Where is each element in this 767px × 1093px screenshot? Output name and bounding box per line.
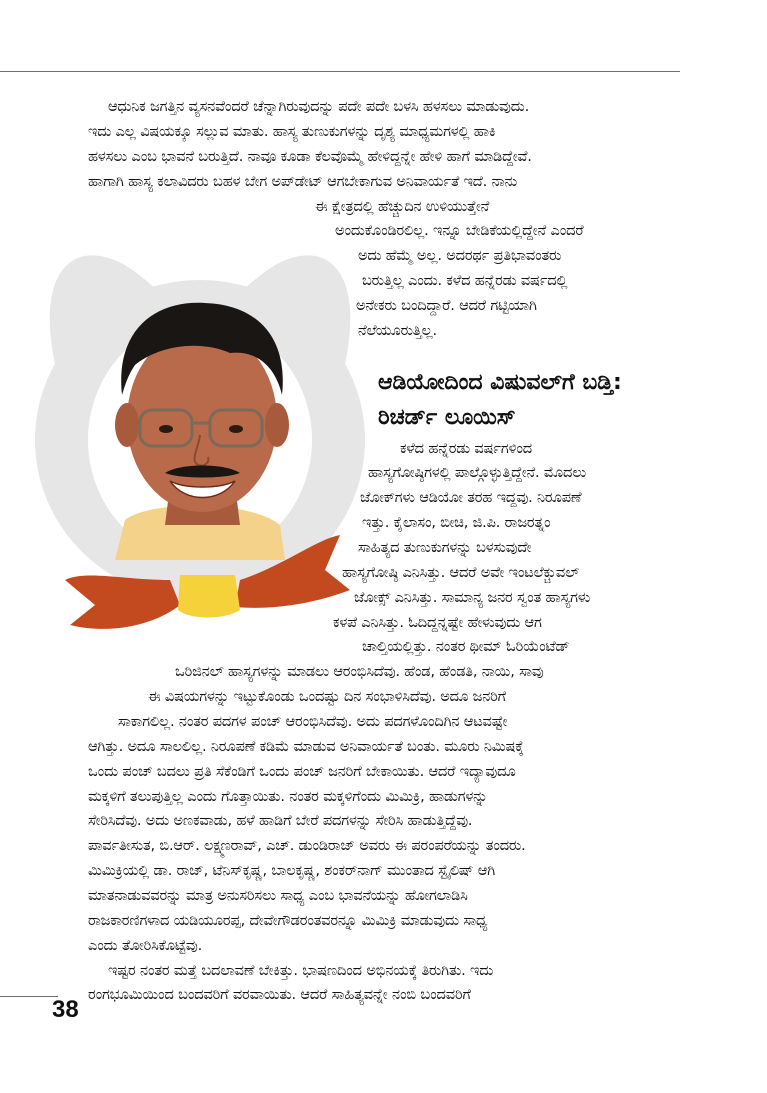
body-line-3: ಜೋಕ್‌ಗಳು ಆಡಿಯೋ ತರಹ ಇದ್ದವು. ನಿರೂಪಣೆ: [360, 489, 582, 506]
body-line-21: ಎಂದು ತೋರಿಸಿಕೊಟ್ಟೆವು.: [88, 937, 203, 954]
body-line-12: ಸಾಕಾಗಲಿಲ್ಲ. ನಂತರ ಪದಗಳ ಪಂಚ್ ಆರಂಭಿಸಿದೆವು. ಅದು ಪದಗಳೊಂದಿಗಿನ ಆಟವಷ್ಟೇ: [118, 713, 508, 730]
intro-line-10: ನೆಲೆಯೂರುತ್ತಿಲ್ಲ.: [358, 322, 437, 339]
body-line-1: ಕಳೆದ ಹನ್ನೆರಡು ವರ್ಷಗಳಿಂದ: [400, 440, 533, 457]
bottom-rule: [0, 996, 58, 997]
intro-line-5: ಈ ಕ್ಷೇತ್ರದಲ್ಲಿ ಹೆಚ್ಚುದಿನ ಉಳಿಯುತ್ತೇನೆ: [315, 198, 490, 215]
body-line-9: ಚಾಲ್ತಿಯಲ್ಲಿತ್ತು. ನಂತರ ಥೀಮ್ ಓರಿಯೆಂಟೆಡ್: [362, 638, 570, 655]
page-number: 38: [52, 996, 79, 1023]
body-line-23: ರಂಗಭೂಮಿಯಿಂದ ಬಂದವರಿಗೆ ವರವಾಯಿತು. ಆದರೆ ಸಾಹಿತ್ಯವನ್ನೇ ನಂಬಿ ಬಂದವರಿಗೆ: [88, 986, 471, 1003]
body-line-17: ಪಾರ್ವತೀಸುತ, ಬಿ.ಆರ್. ಲಕ್ಷ್ಮಣರಾವ್, ಎಚ್. ಡುಂಡಿರಾಜ್ ಅವರು ಈ ಪರಂಪರೆಯನ್ನು ತಂದರು.: [88, 837, 526, 854]
body-line-6: ಹಾಸ್ಯಗೋಷ್ಠಿ ಎನಿಸಿತ್ತು. ಆದರೆ ಅವೇ ಇಂಟಲೆಕ್ಚುವಲ್: [342, 564, 580, 581]
intro-line-4: ಹಾಗಾಗಿ ಹಾಸ್ಯ ಕಲಾವಿದರು ಬಹಳ ಬೇಗ ಅಪ್‌ಡೇಟ್ ಆಗಬೇಕಾಗುವ ಅನಿವಾರ್ಯತೆ ಇದೆ. ನಾನು: [88, 173, 518, 190]
body-line-14: ಒಂದು ಪಂಚ್ ಬದಲು ಪ್ರತಿ ಸೆಕೆಂಡಿಗೆ ಒಂದು ಪಂಚ್ ಜನರಿಗೆ ಬೇಕಾಯಿತು. ಆದರೆ ಇದ್ಯಾವುದೂ: [88, 763, 516, 780]
intro-line-6: ಅಂದುಕೊಂಡಿರಲಿಲ್ಲ. ಇನ್ನೂ ಬೇಡಿಕೆಯಲ್ಲಿದ್ದೇನೆ ಎಂದರೆ: [335, 222, 584, 239]
portrait-illustration: [30, 235, 370, 635]
section-heading-line-2: ರಿಚರ್ಡ್ ಲೂಯಿಸ್: [378, 405, 516, 430]
body-line-8: ಕಳಪೆ ಎನಿಸಿತ್ತು. ಓದಿದ್ದನ್ನಷ್ಟೇ ಹೇಳುವುದು ಆಗ: [333, 614, 542, 631]
body-line-19: ಮಾತನಾಡುವವರನ್ನು ಮಾತ್ರ ಅನುಸರಿಸಲು ಸಾಧ್ಯ ಎಂಬ ಭಾವನೆಯನ್ನು ಹೋಗಲಾಡಿಸಿ: [88, 887, 468, 904]
body-line-15: ಮಕ್ಕಳಿಗೆ ತಲುಪುತ್ತಿಲ್ಲ ಎಂದು ಗೊತ್ತಾಯಿತು. ನಂತರ ಮಕ್ಕಳಿಗೆಂದು ಮಿಮಿಕ್ರಿ, ಹಾಡುಗಳನ್ನು: [88, 788, 488, 805]
body-line-7: ಜೋಕ್ಸ್ ಎನಿಸಿತ್ತು. ಸಾಮಾನ್ಯ ಜನರ ಸ್ವಂತ ಹಾಸ್ಯಗಳು: [354, 589, 591, 606]
intro-line-2: ಇದು ಎಲ್ಲ ವಿಷಯಕ್ಕೂ ಸಲ್ಲುವ ಮಾತು. ಹಾಸ್ಯ ತುಣುಕುಗಳನ್ನು ದೃಶ್ಯ ಮಾಧ್ಯಮಗಳಲ್ಲಿ ಹಾಕಿ: [88, 123, 496, 140]
body-line-13: ಆಗಿತ್ತು. ಅದೂ ಸಾಲಲಿಲ್ಲ. ನಿರೂಪಣೆ ಕಡಿಮೆ ಮಾಡುವ ಅನಿವಾರ್ಯತೆ ಬಂತು. ಮೂರು ನಿಮಿಷಕ್ಕೆ: [88, 738, 524, 755]
body-line-11: ಈ ವಿಷಯಗಳನ್ನು ಇಟ್ಟುಕೊಂಡು ಒಂದಷ್ಟು ದಿನ ಸಂಭಾಳಿಸಿದೆವು. ಅದೂ ಜನರಿಗೆ: [148, 688, 506, 705]
body-line-2: ಹಾಸ್ಯಗೋಷ್ಠಿಗಳಲ್ಲಿ ಪಾಲ್ಗೊಳ್ಳುತ್ತಿದ್ದೇನೆ. ಮೊದಲು: [368, 464, 587, 481]
body-line-5: ಸಾಹಿತ್ಯದ ತುಣುಕುಗಳನ್ನು ಬಳಸುವುದೇ: [358, 539, 532, 556]
top-rule: [0, 71, 680, 72]
intro-line-9: ಅನೇಕರು ಬಂದಿದ್ದಾರೆ. ಆದರೆ ಗಟ್ಟಿಯಾಗಿ: [356, 297, 537, 314]
body-line-22: ಇಷ್ಟರ ನಂತರ ಮತ್ತೆ ಬದಲಾವಣೆ ಬೇಕಿತ್ತು. ಭಾಷಣದಿಂದ ಅಭಿನಯಕ್ಕೆ ತಿರುಗಿತು. ಇದು: [108, 962, 494, 979]
body-line-10: ಒರಿಜಿನಲ್ ಹಾಸ್ಯಗಳನ್ನು ಮಾಡಲು ಆರಂಭಿಸಿದೆವು. ಹೆಂಡ, ಹೆಂಡತಿ, ನಾಯಿ, ಸಾವು: [175, 663, 544, 680]
intro-line-8: ಬರುತ್ತಿಲ್ಲ ಎಂದು. ಕಳೆದ ಹನ್ನೆರಡು ವರ್ಷದಲ್ಲಿ: [362, 272, 568, 289]
intro-line-7: ಅದು ಹೆಮ್ಮೆ ಅಲ್ಲ. ಅದರರ್ಥ ಪ್ರತಿಭಾವಂತರು: [358, 247, 562, 264]
body-line-16: ಸೇರಿಸಿದೆವು. ಅದು ಅಣಕವಾಡು, ಹಳೆ ಹಾಡಿಗೆ ಬೇರೆ ಪದಗಳನ್ನು ಸೇರಿಸಿ ಹಾಡುತ್ತಿದ್ದೆವು.: [88, 812, 473, 829]
body-line-20: ರಾಜಕಾರಣಿಗಳಾದ ಯಡಿಯೂರಪ್ಪ, ದೇವೇಗೌಡರಂತವರನ್ನೂ ಮಿಮಿಕ್ರಿ ಮಾಡುವುದು ಸಾಧ್ಯ: [88, 912, 488, 929]
intro-line-3: ಹಳಸಲು ಎಂಬ ಭಾವನೆ ಬರುತ್ತಿದೆ. ನಾವೂ ಕೂಡಾ ಕೆಲವೊಮ್ಮೆ ಹೇಳಿದ್ದನ್ನೇ ಹೇಳಿ ಹಾಗೆ ಮಾಡಿದ್ದೇವೆ.: [88, 148, 532, 165]
intro-line-1: ಆಧುನಿಕ ಜಗತ್ತಿನ ವ್ಯಸನವೆಂದರೆ ಚೆನ್ನಾಗಿರುವುದನ್ನು ಪದೇ ಪದೇ ಬಳಸಿ ಹಳಸಲು ಮಾಡುವುದು.: [108, 98, 530, 115]
body-line-4: ಇತ್ತು. ಕೈಲಾಸಂ, ಬೀಚಿ, ಜಿ.ಪಿ. ರಾಜರತ್ನಂ: [362, 514, 551, 531]
section-heading-line-1: ಆಡಿಯೋದಿಂದ ವಿಷುವಲ್‌ಗೆ ಬಡ್ತಿ:: [378, 370, 622, 395]
face-portrait: [115, 303, 289, 560]
body-line-18: ಮಿಮಿಕ್ರಿಯಲ್ಲಿ ಡಾ. ರಾಜ್, ಟೆನಿಸ್‌ಕೃಷ್ಣ, ಬಾಲಕೃಷ್ಣ, ಶಂಕರ್‌ನಾಗ್ ಮುಂತಾದ ಸ್ಟೈಲಿಷ್ ಆಗಿ: [88, 862, 496, 879]
